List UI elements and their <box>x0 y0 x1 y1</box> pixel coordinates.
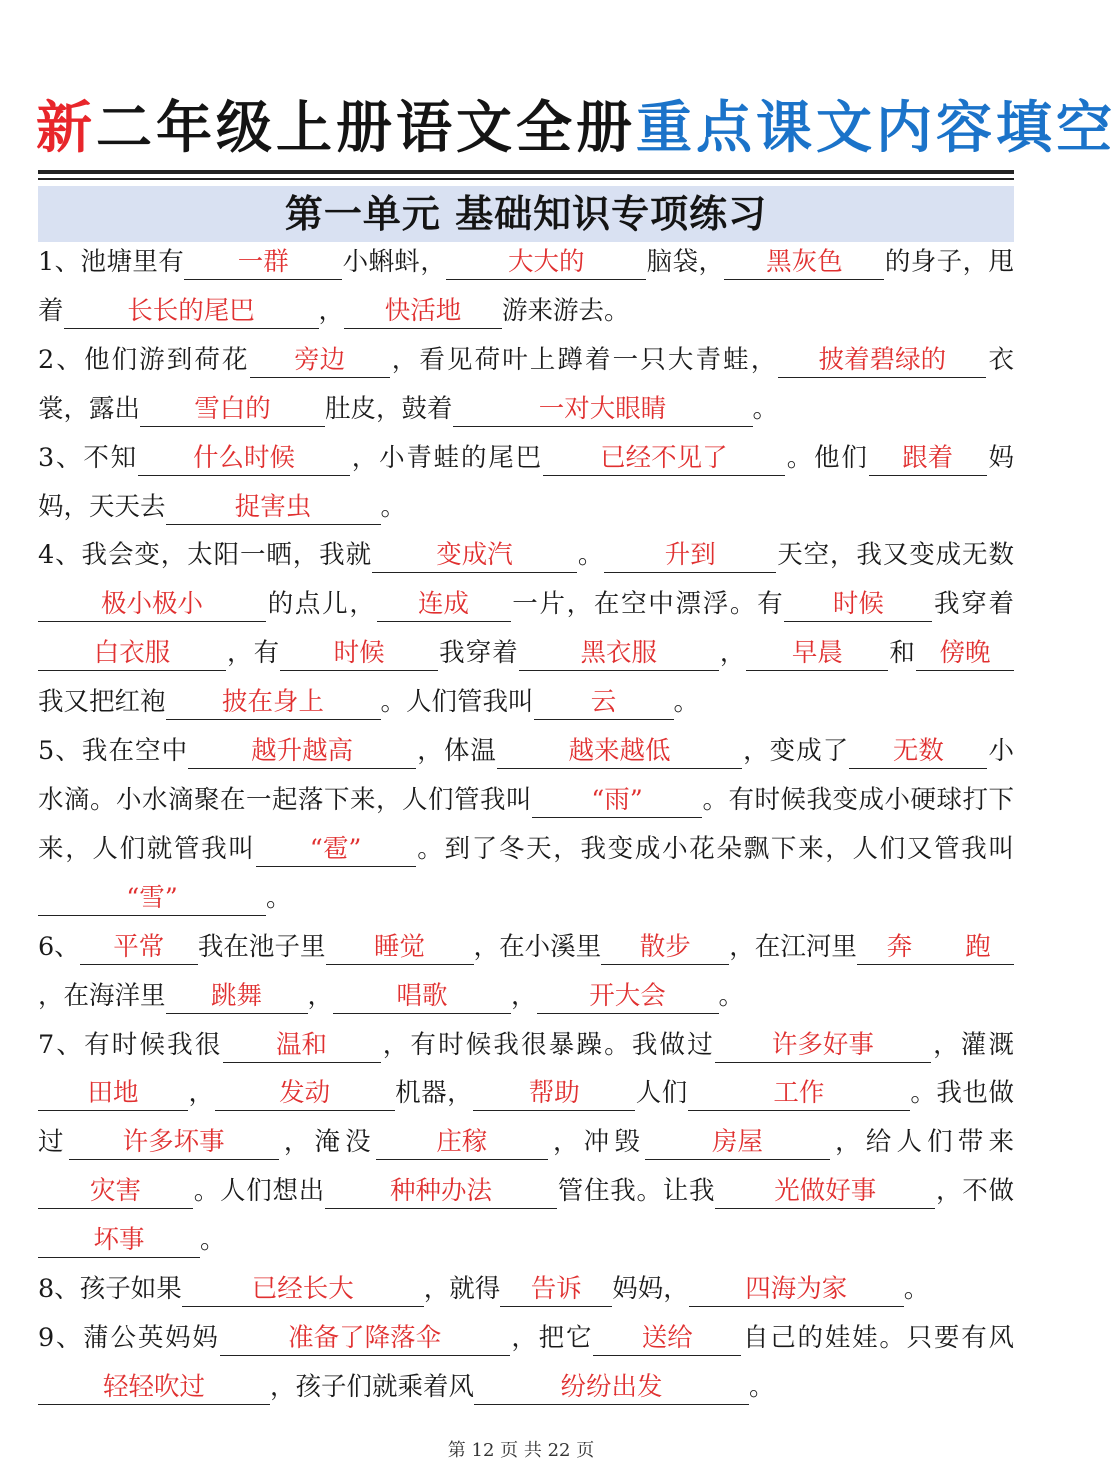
exercise-item <box>38 727 1014 923</box>
answer-blank[interactable]: 光做好事 <box>715 1174 935 1209</box>
exercise-text: ，不做 <box>935 1176 1014 1207</box>
exercise-text: 1、池塘里有 <box>38 247 185 277</box>
exercise-item <box>38 531 1014 727</box>
title-divider-thick <box>38 170 1014 174</box>
answer-blank[interactable]: 唱歌 <box>333 979 511 1014</box>
answer-blank[interactable]: 散步 <box>601 930 729 965</box>
exercise-item <box>38 923 1014 1021</box>
answer-blank[interactable]: 跑 <box>942 930 1014 965</box>
answer-blank[interactable]: 云 <box>534 685 674 720</box>
answer-blank[interactable]: 无数 <box>849 734 987 769</box>
unit-heading: 第一单元 基础知识专项练习 <box>38 186 1014 242</box>
exercise-text: 7、有时候我很 <box>38 1029 223 1060</box>
answer-blank[interactable]: 温和 <box>223 1028 381 1063</box>
exercise-item <box>38 1021 1014 1266</box>
answer-blank[interactable]: 工作 <box>688 1076 910 1111</box>
exercise-text: ，体温 <box>416 736 497 767</box>
answer-blank[interactable]: 一对大眼睛 <box>453 392 753 427</box>
exercise-text: ，看见荷叶上蹲着一只大青蛙， <box>389 344 779 375</box>
exercise-text: 。 <box>718 980 745 1011</box>
exercise-text: 。 <box>673 687 700 718</box>
answer-blank[interactable]: 告诉 <box>500 1272 612 1307</box>
exercise-text: 。人们管我叫 <box>380 687 534 718</box>
answer-blank[interactable]: 睡觉 <box>326 930 474 965</box>
answer-blank[interactable]: 送给 <box>593 1321 741 1356</box>
exercise-text: 游来游去。 <box>502 295 630 326</box>
exercise-text: 脑袋， <box>646 247 725 277</box>
answer-blank[interactable]: 跟着 <box>869 441 987 476</box>
answer-blank[interactable]: 傍晚 <box>916 636 1014 671</box>
exercise-text: 肚皮，鼓着 <box>325 393 453 424</box>
answer-blank[interactable]: 许多坏事 <box>69 1125 279 1160</box>
exercise-text: 妈妈，天天去 <box>38 442 1014 522</box>
answer-blank[interactable]: 雪白的 <box>140 392 325 427</box>
exercise-text: 我在池子里 <box>197 931 326 962</box>
answer-blank[interactable]: 越升越高 <box>188 734 416 769</box>
answer-blank[interactable]: 纷纷出发 <box>474 1370 749 1405</box>
exercise-text: 。 <box>577 540 605 571</box>
exercise-text: ， <box>718 638 747 669</box>
exercise-text: 管住我。让我 <box>556 1176 716 1207</box>
exercise-text: ，小青蛙的尾巴 <box>349 442 543 473</box>
exercise-text: ， <box>511 980 537 1011</box>
answer-blank[interactable]: 黑衣服 <box>519 636 719 671</box>
answer-blank[interactable]: 大大的 <box>446 245 646 280</box>
exercise-text: 9、蒲公英妈妈 <box>38 1322 220 1353</box>
answer-blank[interactable]: 长长的尾巴 <box>64 294 319 329</box>
exercise-text: 。他们 <box>784 442 869 473</box>
exercise-text: 5、我在空中 <box>38 736 189 767</box>
exercise-text: 我穿着 <box>932 589 1014 620</box>
answer-blank[interactable]: 帮助 <box>473 1076 635 1111</box>
exercise-text: 。 <box>266 882 292 913</box>
title-part-3: 重点课文内容填空 <box>636 95 1116 161</box>
answer-blank[interactable]: “雨” <box>532 783 702 818</box>
answer-blank[interactable]: 灾害 <box>38 1174 193 1209</box>
exercise-text: ，变成了 <box>742 736 850 767</box>
exercise-text: 。有时候我变成小硬球打下来，人们就管我叫 <box>38 784 1014 864</box>
exercise-text: ，灌溉 <box>930 1029 1014 1060</box>
answer-blank[interactable]: 平常 <box>80 930 198 965</box>
exercise-text: 2、他们游到荷花 <box>38 344 250 375</box>
exercise-item <box>38 434 1014 532</box>
exercise-text: ，在江河里 <box>729 931 857 962</box>
answer-blank[interactable]: 披着碧绿的 <box>778 343 986 378</box>
answer-blank[interactable]: 越来越低 <box>497 734 742 769</box>
exercise-text: 4、我会变，太阳一晒，我就 <box>38 540 372 571</box>
exercise-text: 小水滴。小水滴聚在一起落下来，人们管我叫 <box>38 736 1014 815</box>
answer-blank[interactable]: 披在身上 <box>166 685 381 720</box>
exercise-text: ， <box>188 1078 215 1109</box>
title-divider-thin <box>38 178 1014 180</box>
exercise-text: 机器， <box>394 1078 474 1109</box>
answer-blank[interactable]: 极小极小 <box>38 587 266 622</box>
answer-blank[interactable]: 已经不见了 <box>543 441 785 476</box>
exercise-text: 人们 <box>635 1078 688 1109</box>
answer-blank[interactable]: 发动 <box>215 1076 395 1111</box>
exercise-text: ，在小溪里 <box>473 931 602 962</box>
exercise-text: 。人们想出 <box>193 1176 325 1207</box>
answer-blank[interactable]: 坏事 <box>38 1223 200 1258</box>
exercise-text: 妈妈， <box>612 1274 689 1305</box>
exercise-text: 的身子，甩着 <box>38 247 1014 326</box>
answer-blank[interactable]: 快活地 <box>344 294 502 329</box>
exercise-list <box>38 238 1014 1412</box>
exercise-text: ，把它 <box>509 1322 594 1353</box>
answer-blank[interactable]: 时候 <box>280 636 438 671</box>
exercise-text: ，就得 <box>423 1274 501 1305</box>
answer-blank[interactable]: 早晨 <box>746 636 888 671</box>
answer-blank[interactable]: 捉害虫 <box>166 490 381 525</box>
answer-blank[interactable]: 跳舞 <box>166 979 308 1014</box>
page-number: 第 12 页 共 22 页 <box>447 1440 595 1461</box>
exercise-item <box>38 1265 1014 1314</box>
answer-blank[interactable]: 已经长大 <box>182 1272 424 1307</box>
answer-blank[interactable]: “雪” <box>38 881 266 916</box>
exercise-text: ， <box>318 295 345 326</box>
exercise-text: 小蝌蚪， <box>342 247 447 277</box>
exercise-text: 6、 <box>38 931 80 962</box>
answer-blank[interactable]: 黑灰色 <box>724 245 884 280</box>
answer-blank[interactable]: “雹” <box>256 832 416 867</box>
exercise-text: 一片，在空中漂浮。有 <box>510 589 785 620</box>
answer-blank[interactable]: 许多好事 <box>715 1028 931 1063</box>
exercise-text: 自己的娃娃。只要有风 <box>741 1322 1014 1353</box>
answer-blank[interactable]: 轻轻吹过 <box>38 1370 270 1405</box>
title-part-1: 新 <box>36 95 96 161</box>
answer-blank[interactable]: 种种办法 <box>325 1174 557 1209</box>
exercise-text: ，有 <box>226 638 281 669</box>
exercise-text: 。 <box>903 1274 930 1305</box>
answer-blank[interactable]: 准备了降落伞 <box>220 1321 510 1356</box>
exercise-text: ，给人们带来 <box>829 1127 1014 1158</box>
exercise-text: ，淹没 <box>278 1127 376 1158</box>
exercise-text: 。 <box>749 1371 775 1402</box>
exercise-text: 衣裳，露出 <box>38 344 1014 424</box>
exercise-text: 的点儿， <box>266 589 377 620</box>
exercise-text: 。到了冬天，我变成小花朵飘下来，人们又管我叫 <box>415 833 1014 864</box>
answer-blank[interactable]: 开大会 <box>537 979 719 1014</box>
answer-blank[interactable]: 升到 <box>604 538 776 573</box>
answer-blank[interactable]: 奔 <box>857 930 942 965</box>
answer-blank[interactable]: 一群 <box>184 245 342 280</box>
page-title <box>36 88 1116 168</box>
answer-blank[interactable]: 什么时候 <box>138 441 350 476</box>
exercise-text: ，有时候我很暴躁。我做过 <box>380 1029 715 1060</box>
exercise-text: 8、孩子如果 <box>38 1274 182 1305</box>
exercise-text: ，冲毁 <box>547 1127 645 1158</box>
exercise-text: 我又把红袍 <box>38 687 166 718</box>
answer-blank[interactable]: 变成汽 <box>372 538 577 573</box>
exercise-text: 3、不知 <box>38 442 138 473</box>
exercise-text: ，在海洋里 <box>38 980 166 1011</box>
exercise-text: ， <box>307 980 334 1011</box>
title-part-2: 二年级上册语文全册 <box>96 95 636 161</box>
answer-blank[interactable]: 旁边 <box>250 343 390 378</box>
exercise-text: 。 <box>380 491 407 522</box>
answer-blank[interactable]: 庄稼 <box>376 1125 548 1160</box>
answer-blank[interactable]: 时候 <box>784 587 932 622</box>
exercise-item <box>38 1314 1014 1412</box>
answer-blank[interactable]: 房屋 <box>645 1125 830 1160</box>
exercise-item <box>38 336 1014 434</box>
exercise-text: 。 <box>200 1225 226 1256</box>
exercise-text: 我穿着 <box>438 638 519 669</box>
exercise-text: ，孩子们就乘着风 <box>270 1371 475 1402</box>
answer-blank[interactable]: 连成 <box>377 587 511 622</box>
answer-blank[interactable]: 田地 <box>38 1076 188 1111</box>
exercise-item <box>38 238 1014 336</box>
answer-blank[interactable]: 白衣服 <box>38 636 226 671</box>
exercise-text: 和 <box>888 638 916 669</box>
exercise-text: 。 <box>752 393 779 424</box>
exercise-text: 。我也做过 <box>38 1078 1014 1158</box>
exercise-text: 天空，我又变成无数 <box>776 540 1014 571</box>
answer-blank[interactable]: 四海为家 <box>689 1272 904 1307</box>
